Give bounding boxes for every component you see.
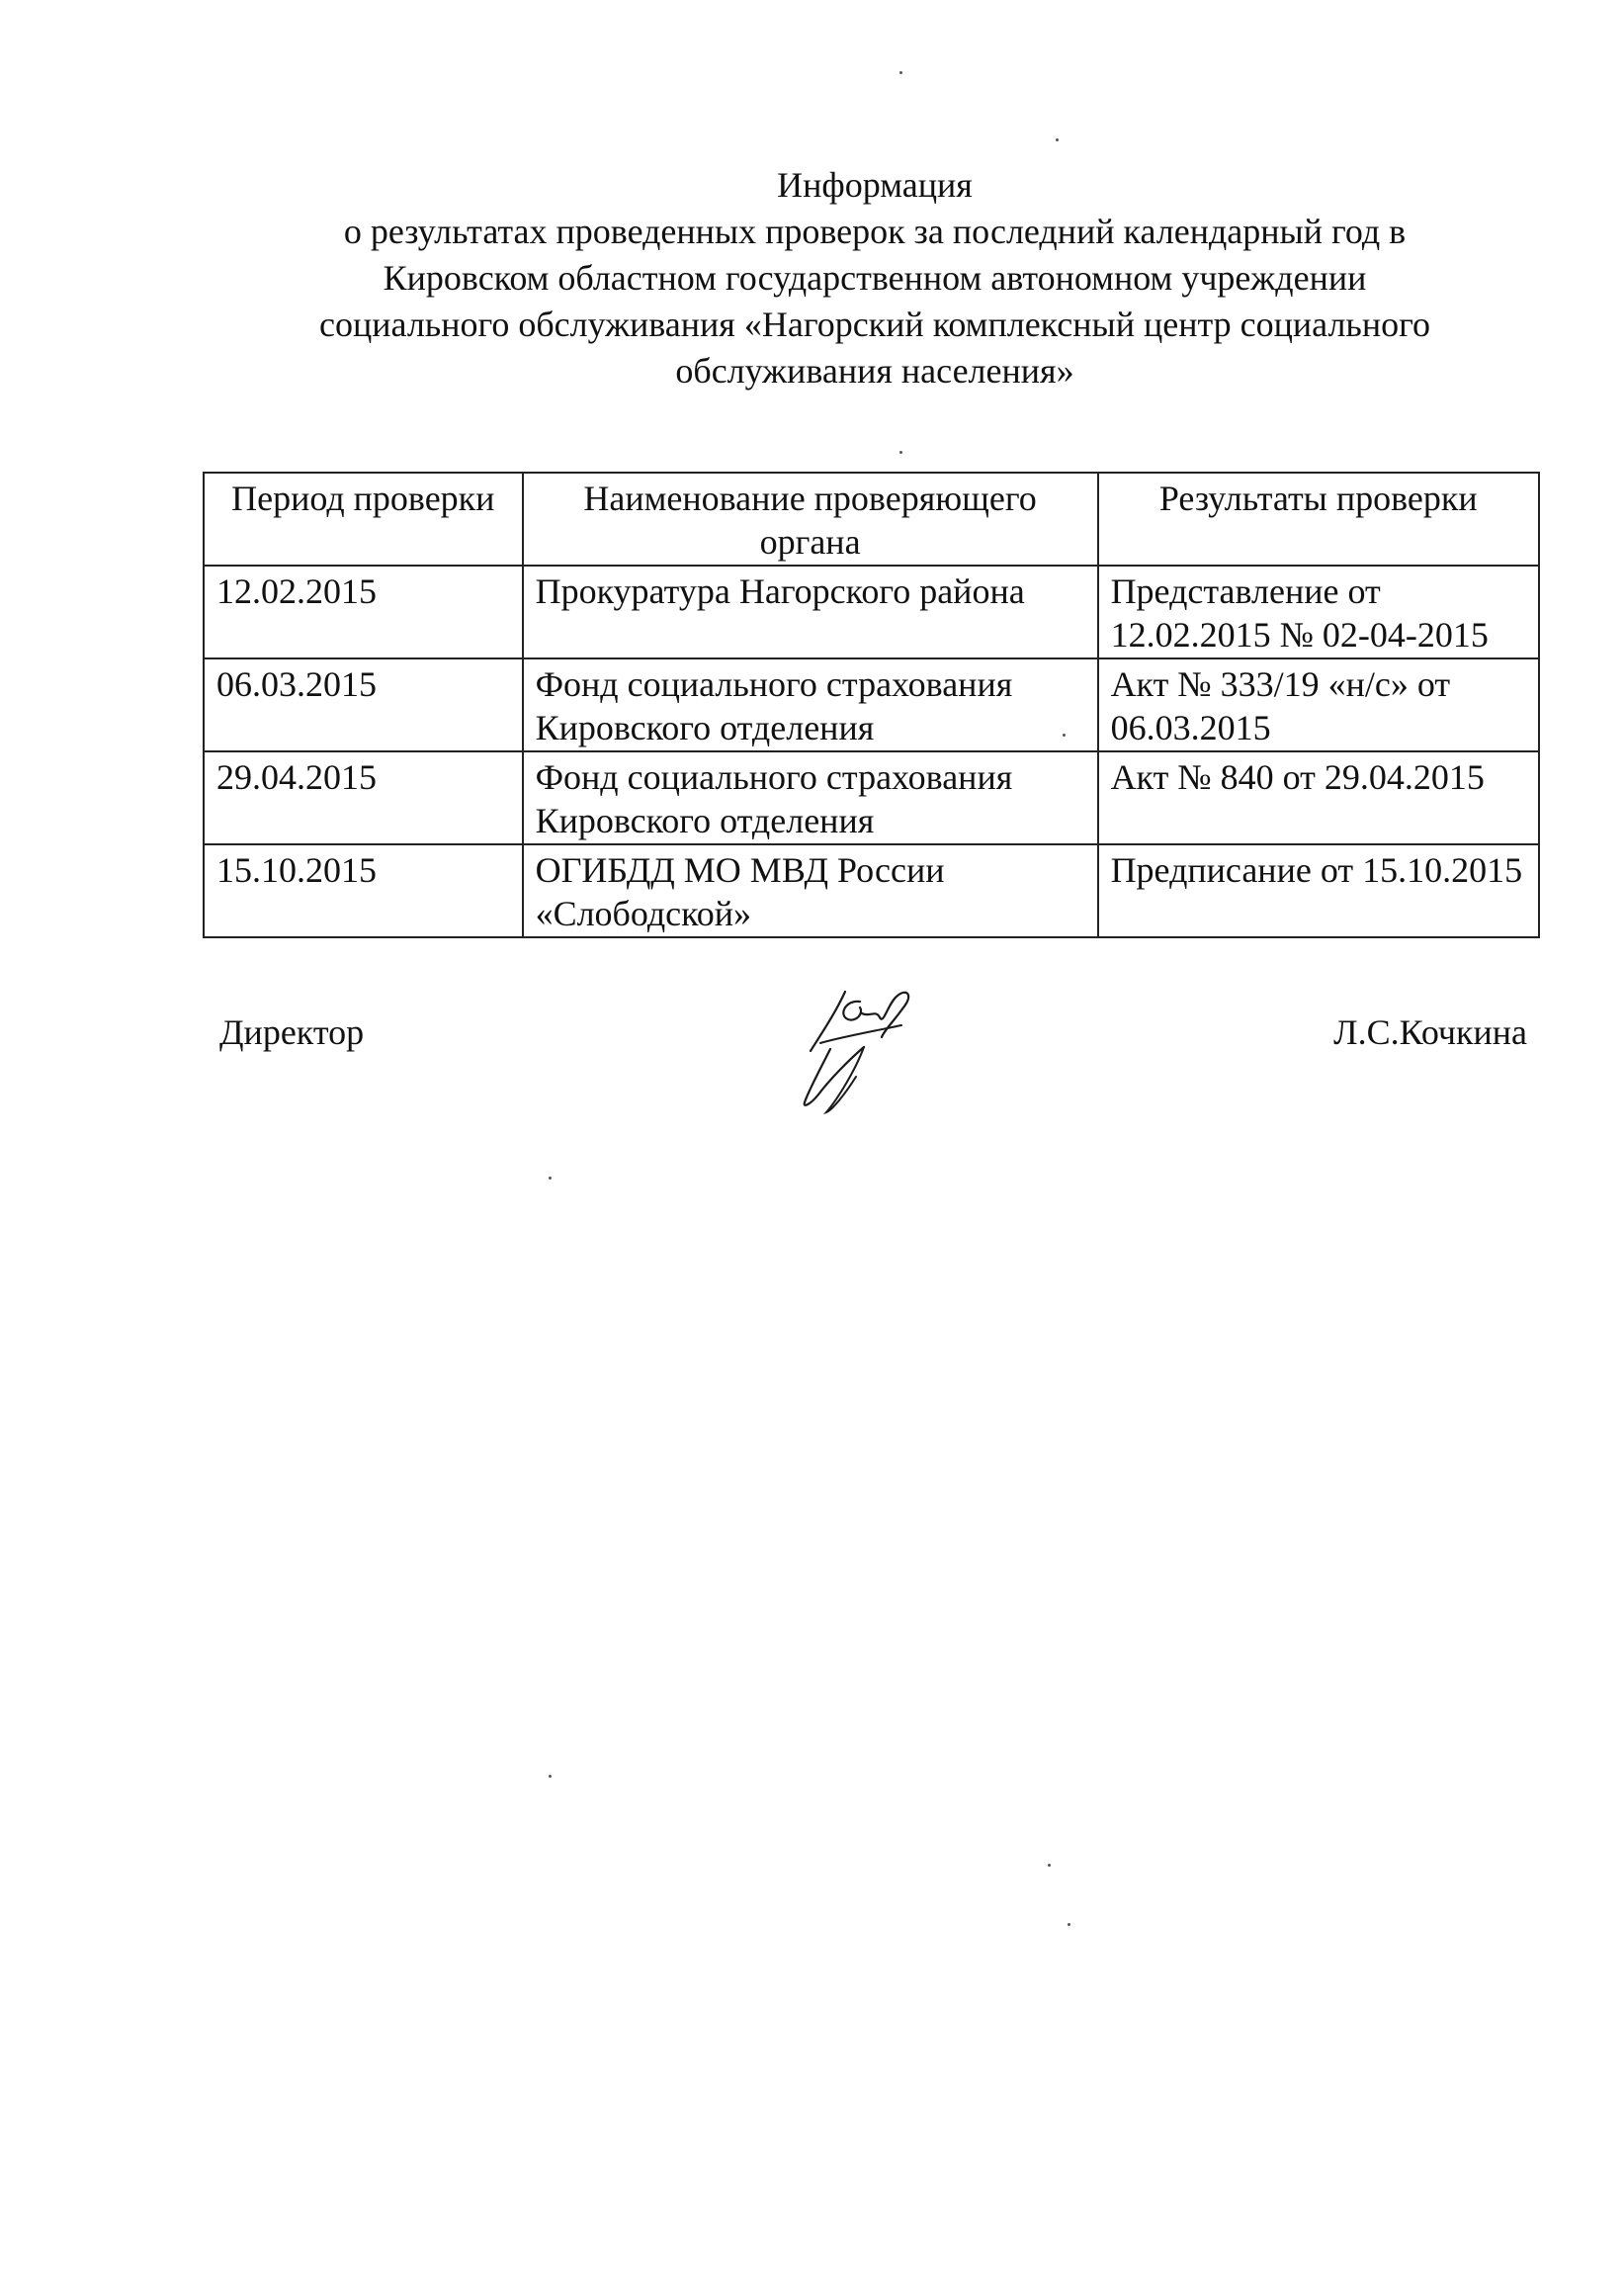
- table-row: [204, 658, 1539, 751]
- table-row: [204, 566, 1539, 658]
- title-line: Информация: [777, 165, 973, 205]
- inspection-results-table: [203, 472, 1540, 938]
- cell-result: Предписание от 15.10.2015: [1098, 844, 1539, 937]
- table-row: [204, 751, 1539, 844]
- scan-speck: [1056, 138, 1059, 141]
- signatory-position: Директор: [219, 1012, 365, 1052]
- scan-speck: [549, 1177, 552, 1180]
- header-period: Период проверки: [204, 473, 523, 566]
- handwritten-signature-icon: [791, 974, 939, 1122]
- cell-period: 29.04.2015: [204, 751, 523, 844]
- scan-speck: [549, 1775, 552, 1778]
- cell-inspecting-body: Фонд социального страхования Кировского отделения: [523, 751, 1098, 844]
- signatory-name: Л.С.Кочкина: [1333, 1012, 1527, 1052]
- scan-speck: [899, 71, 902, 74]
- cell-period: 15.10.2015: [204, 844, 523, 937]
- scan-speck: [899, 451, 902, 454]
- cell-result: Акт № 333/19 «н/с» от 06.03.2015: [1098, 658, 1539, 751]
- scan-speck: [1068, 1923, 1070, 1926]
- title-line: Кировском областном государственном автономном учреждении: [383, 258, 1367, 298]
- header-results: Результаты проверки: [1098, 473, 1539, 566]
- scan-speck: [1063, 734, 1066, 737]
- cell-inspecting-body: Прокуратура Нагорского района: [523, 566, 1098, 658]
- title-line: обслуживания населения»: [675, 351, 1074, 391]
- header-inspecting-body: Наименование проверяющего органа: [523, 473, 1098, 566]
- cell-result: Акт № 840 от 29.04.2015: [1098, 751, 1539, 844]
- cell-period: 12.02.2015: [204, 566, 523, 658]
- table-row: [204, 844, 1539, 937]
- cell-inspecting-body: Фонд социального страхования Кировского отделения: [523, 658, 1098, 751]
- table-header-row: [204, 473, 1539, 566]
- scan-speck: [1048, 1864, 1051, 1867]
- cell-result: Представление от 12.02.2015 № 02-04-2015: [1098, 566, 1539, 658]
- title-line: о результатах проведенных проверок за последний календарный год в: [343, 212, 1407, 251]
- title-line: социального обслуживания «Нагорский комплексный центр социального: [319, 305, 1430, 344]
- cell-inspecting-body: ОГИБДД МО МВД России «Слободской»: [523, 844, 1098, 937]
- document-title: [237, 162, 1512, 394]
- cell-period: 06.03.2015: [204, 658, 523, 751]
